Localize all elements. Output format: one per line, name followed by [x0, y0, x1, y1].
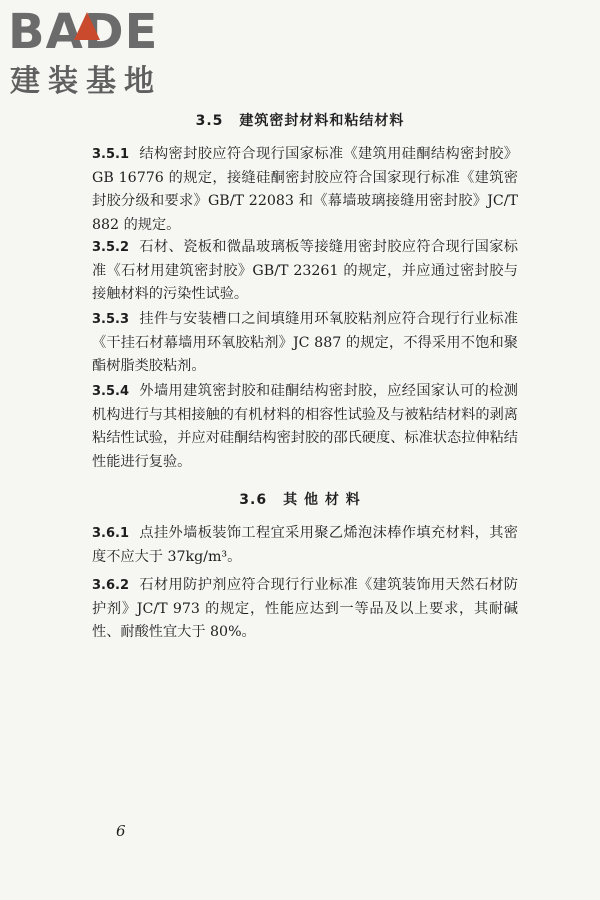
logo-subtitle: 建装基地 — [10, 64, 162, 99]
clause-number: 3.5.1 — [92, 147, 130, 162]
clause-text: 石材用防护剂应符合现行行业标准《建筑装饰用天然石材防护剂》JC/T 973 的规定，性能应达到一等品及以上要求，其耐碱性、耐酸性宜大于 80%。 — [92, 577, 518, 641]
clause-number: 3.6.2 — [92, 578, 130, 593]
section-title: 建筑密封材料和粘结材料 — [239, 113, 405, 129]
clause-number: 3.6.1 — [92, 526, 130, 541]
section-heading-3-5 — [0, 110, 600, 130]
clause-number: 3.5.4 — [92, 384, 130, 399]
page-number: 6 — [116, 822, 126, 840]
clause-3-5-1 — [92, 143, 518, 237]
section-number: 3.6 — [239, 492, 268, 508]
logo — [8, 4, 176, 104]
section-number: 3.5 — [195, 113, 224, 129]
logo-accent-triangle — [74, 12, 100, 40]
clause-number: 3.5.2 — [92, 240, 130, 255]
clause-text: 石材、瓷板和微晶玻璃板等接缝用密封胶应符合现行国家标准《石材用建筑密封胶》GB/T 23261 的规定，并应通过密封胶与接触材料的污染性试验。 — [92, 239, 518, 303]
clause-3-5-2 — [92, 236, 518, 307]
section-heading-3-6 — [0, 489, 600, 509]
clause-text: 结构密封胶应符合现行国家标准《建筑用硅酮结构密封胶》GB 16776 的规定，接缝硅酮密封胶应符合国家现行标准《建筑密封胶分级和要求》GB/T 22083 和《幕墙玻璃接缝用密封胶》JC/T 882 的规定。 — [92, 146, 518, 233]
clause-3-5-3 — [92, 308, 518, 379]
clause-3-5-4 — [92, 380, 518, 474]
clause-text: 挂件与安装槽口之间填缝用环氧胶粘剂应符合现行行业标准《干挂石材幕墙用环氧胶粘剂》JC 887 的规定，不得采用不饱和聚酯树脂类胶粘剂。 — [92, 311, 518, 375]
clause-text: 点挂外墙板装饰工程宜采用聚乙烯泡沫棒作填充材料，其密度不应大于 37kg/m³。 — [92, 525, 518, 565]
logo-wordmark: BADE — [8, 4, 159, 60]
clause-3-6-2 — [92, 574, 518, 645]
clause-number: 3.5.3 — [92, 312, 130, 327]
section-title: 其 他 材 料 — [283, 492, 361, 508]
clause-text: 外墙用建筑密封胶和硅酮结构密封胶，应经国家认可的检测机构进行与其相接触的有机材料的相容性试验及与被粘结材料的剥离粘结性试验，并应对硅酮结构密封胶的邵氏硬度、标准状态拉伸粘结性能进行复验。 — [92, 383, 518, 470]
clause-3-6-1 — [92, 522, 518, 569]
